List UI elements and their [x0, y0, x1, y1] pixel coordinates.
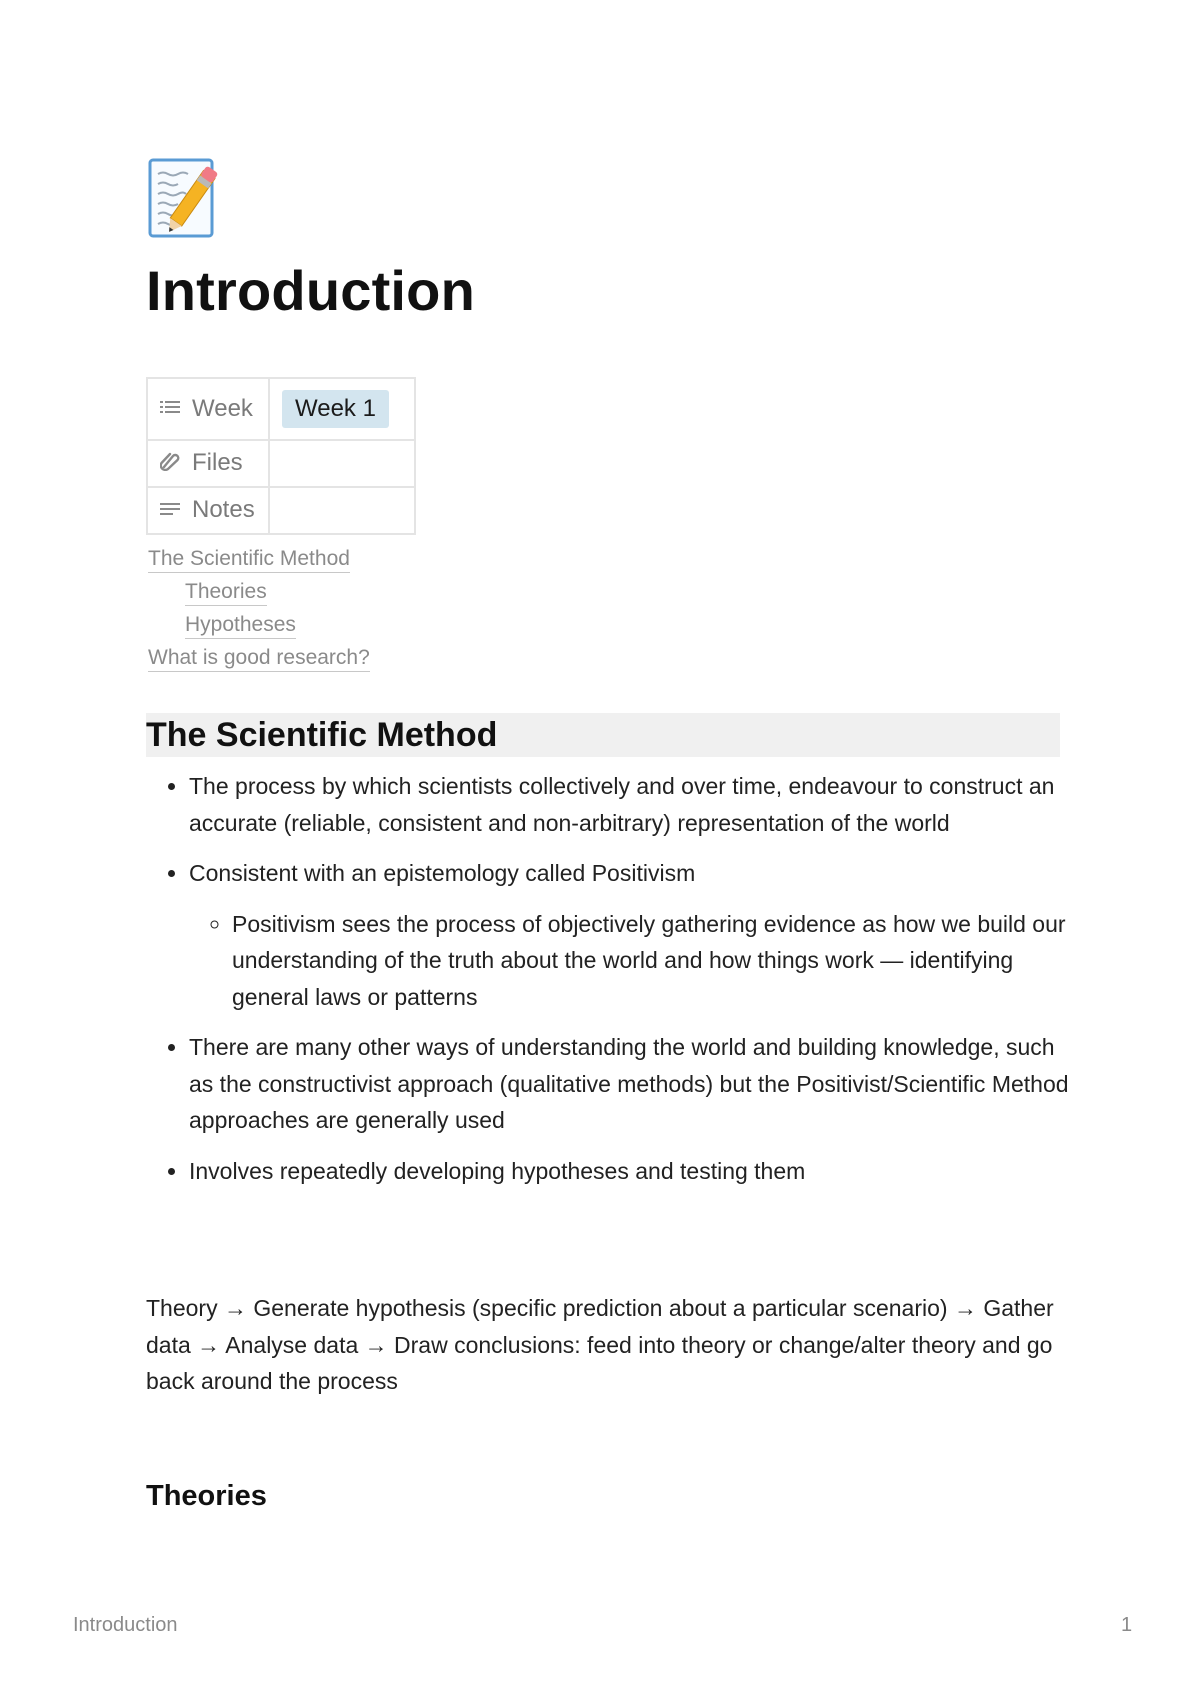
memo-pencil-icon: [146, 156, 232, 242]
property-label: Week: [192, 394, 253, 422]
property-key-week: [147, 378, 269, 440]
bullet-list: [146, 768, 1069, 1203]
property-value-files[interactable]: [269, 440, 415, 487]
property-value-notes[interactable]: [269, 487, 415, 534]
list-item: • The process by which scientists collectively and over time, endeavour to construct an accurate (reliable, consistent and non-arbitrary) representation of the world: [189, 768, 1069, 841]
property-value-week[interactable]: [269, 378, 415, 440]
property-row-files: [147, 440, 415, 487]
paperclip-icon: [160, 450, 182, 478]
property-label: Files: [192, 449, 243, 477]
property-row-week: [147, 378, 415, 440]
process-flow-paragraph: Theory → Generate hypothesis (specific prediction about a particular scenario) → Gather data → Analyse data → Draw conclusions: feed into theory or change/alter theory and go back around the process: [146, 1295, 1054, 1394]
toc-link-hypotheses[interactable]: Hypotheses: [185, 612, 296, 639]
list-item: • Consistent with an epistemology called Positivism ◦ Positivism sees the process of objectively gathering evidence as how we build our understanding of the truth about the world and how things work — identifying general laws or patterns: [189, 855, 1069, 1015]
toc-link-theories[interactable]: Theories: [185, 579, 267, 606]
property-label: Notes: [192, 496, 255, 524]
footer-title: Introduction: [73, 1614, 178, 1636]
property-key-files: [147, 440, 269, 487]
page-number: 1: [1121, 1614, 1133, 1636]
sub-bullet-list: [189, 906, 1069, 1016]
page-title: Introduction: [146, 259, 475, 322]
properties-table: [146, 377, 416, 535]
subheading-theories: Theories: [146, 1480, 267, 1512]
toc-link-scientific-method[interactable]: The Scientific Method: [148, 546, 350, 573]
text-lines-icon: [160, 497, 182, 525]
list-item: ◦ Positivism sees the process of objectively gathering evidence as how we build our understanding of the truth about the world and how things work — identifying general laws or patterns: [232, 906, 1069, 1016]
list-item: • Involves repeatedly developing hypotheses and testing them: [189, 1153, 1069, 1190]
toc-link-good-research[interactable]: What is good research?: [148, 645, 370, 672]
list-item: • There are many other ways of understanding the world and building knowledge, such as the constructivist approach (qualitative methods) but the Positivist/Scientific Method approaches are generally used: [189, 1029, 1069, 1139]
week-tag[interactable]: Week 1: [282, 390, 389, 428]
section-heading: The Scientific Method: [146, 713, 1060, 757]
list-icon: [160, 395, 182, 423]
property-key-notes: [147, 487, 269, 534]
property-row-notes: [147, 487, 415, 534]
